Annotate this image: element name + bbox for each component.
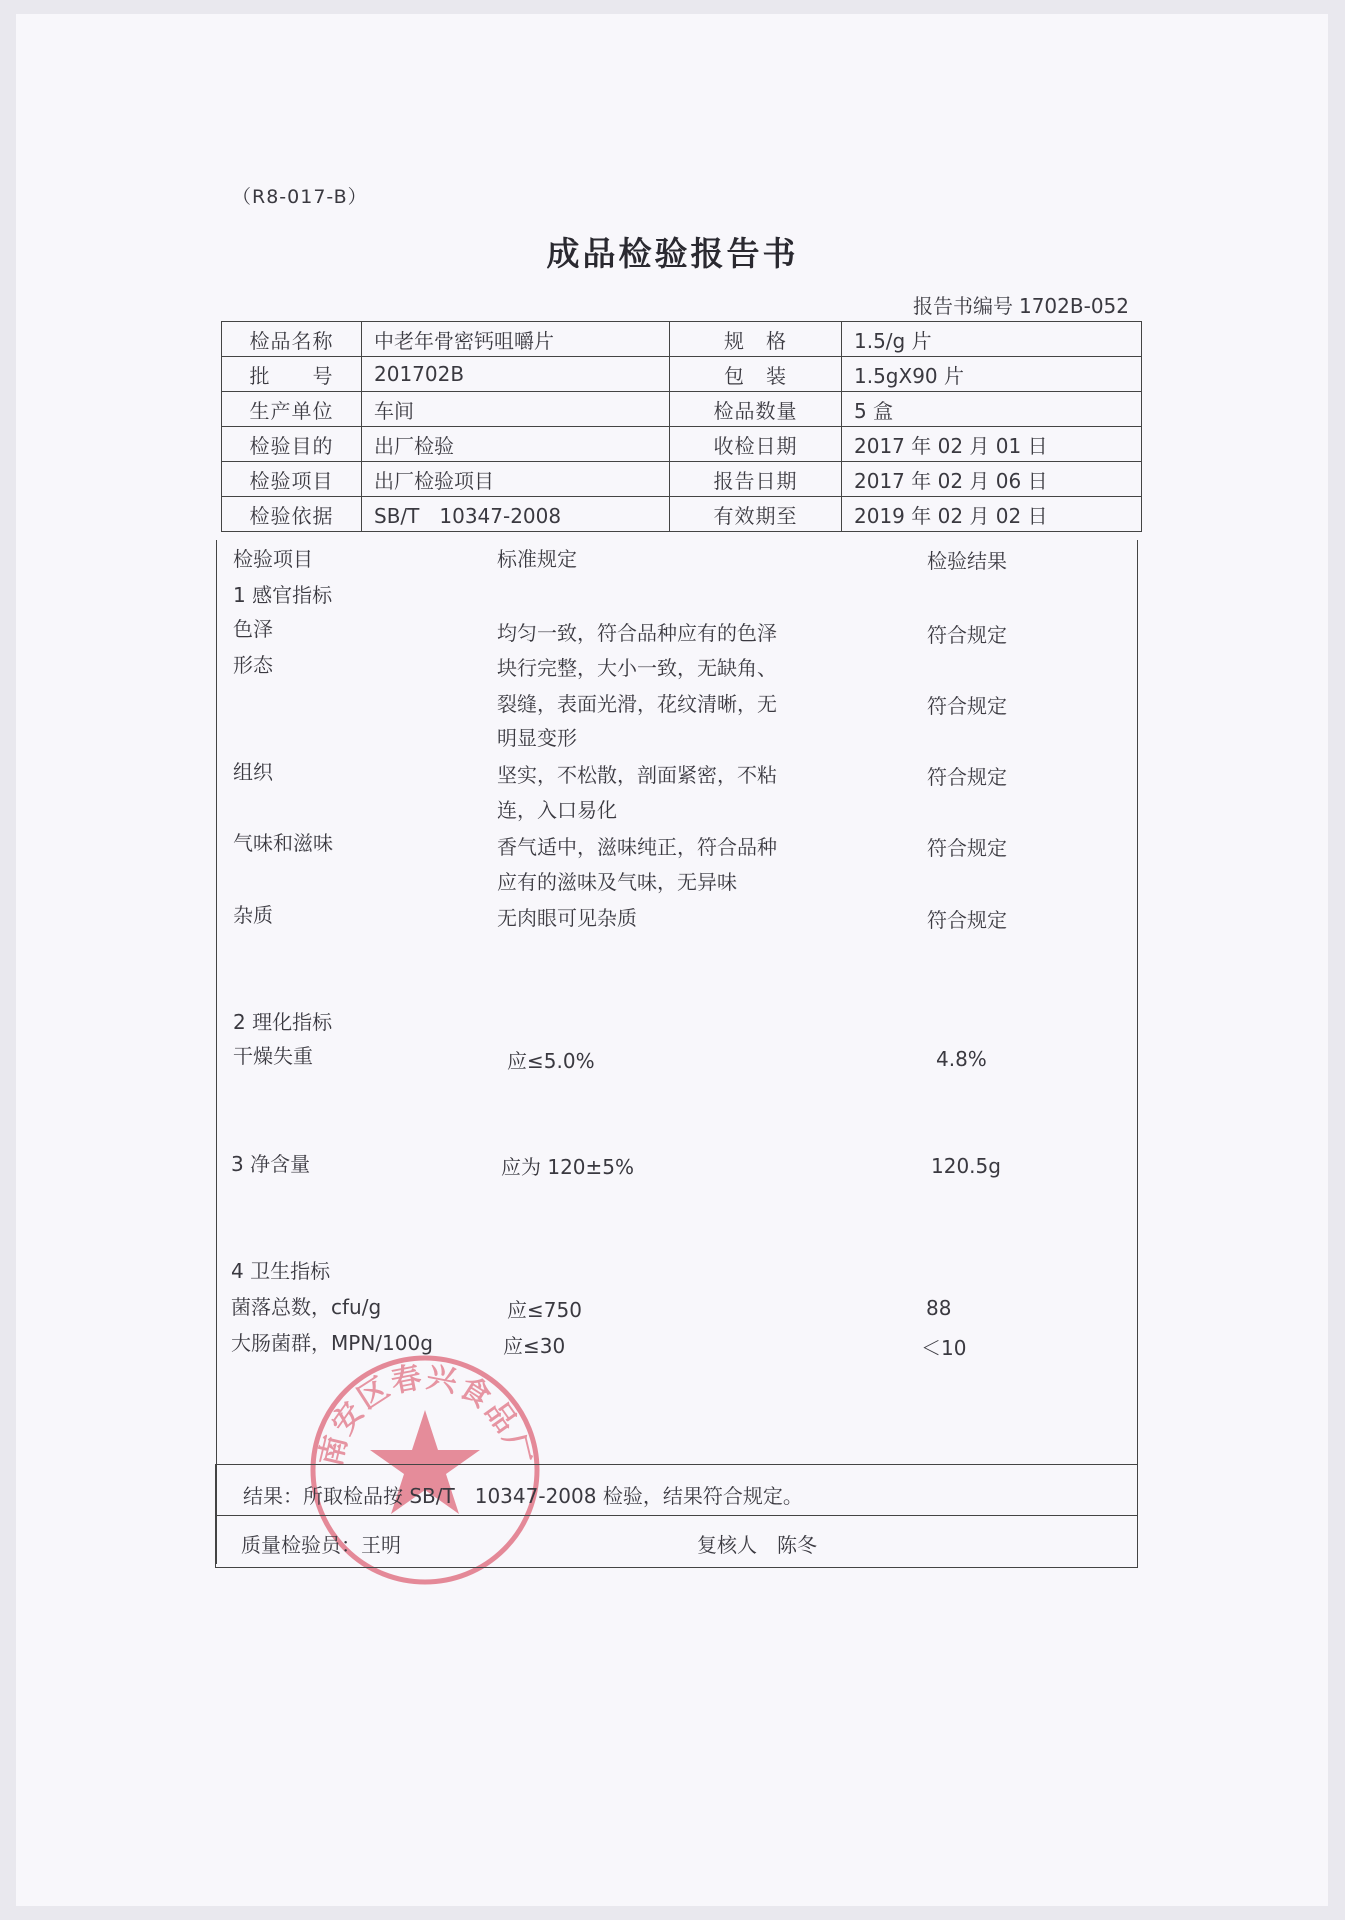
header-row xyxy=(222,322,1142,357)
value-cell: 5 盒 xyxy=(842,392,1142,427)
item-result: 符合规定 xyxy=(927,694,1007,718)
value-cell: 2019 年 02 月 02 日 xyxy=(842,497,1142,532)
item-result: 符合规定 xyxy=(927,908,1007,932)
item-result: 符合规定 xyxy=(927,623,1007,647)
item-name: 大肠菌群，MPN/100g xyxy=(231,1331,433,1355)
value-cell: SB/T 10347-2008 xyxy=(362,497,670,532)
report-number-value: 1702B-052 xyxy=(1018,294,1129,318)
item-standard-line: 香气适中，滋味纯正，符合品种 xyxy=(497,835,777,859)
svg-text:南安区春兴食品厂: 南安区春兴食品厂 xyxy=(313,1359,537,1470)
item-standard: 应≤750 xyxy=(507,1298,582,1322)
item-standard-line: 裂缝，表面光滑，花纹清晰，无 xyxy=(497,692,777,716)
item-name: 杂质 xyxy=(233,903,273,927)
document-title: 成品检验报告书 xyxy=(546,234,799,273)
label-cell: 收检日期 xyxy=(670,427,842,462)
item-name: 干燥失重 xyxy=(233,1044,313,1068)
section-heading: 4 卫生指标 xyxy=(231,1259,331,1283)
label-cell: 包 装 xyxy=(670,357,842,392)
conclusion-text: 结果：所取检品按 SB/T 10347-2008 检验，结果符合规定。 xyxy=(243,1484,803,1508)
value-cell: 1.5gX90 片 xyxy=(842,357,1142,392)
item-result: 符合规定 xyxy=(927,765,1007,789)
item-standard: 无肉眼可见杂质 xyxy=(497,906,637,930)
label-cell: 有效期至 xyxy=(670,497,842,532)
label-cell: 检品名称 xyxy=(222,322,362,357)
signature-row xyxy=(216,1515,1137,1516)
value-cell: 出厂检验项目 xyxy=(362,462,670,497)
label-cell: 检品数量 xyxy=(670,392,842,427)
item-result: 88 xyxy=(926,1296,952,1320)
header-row xyxy=(222,497,1142,532)
label-cell: 检验项目 xyxy=(222,462,362,497)
item-standard-line: 坚实，不松散，剖面紧密，不粘 xyxy=(497,763,777,787)
value-cell: 出厂检验 xyxy=(362,427,670,462)
col-header-standard: 标准规定 xyxy=(497,547,577,571)
header-row xyxy=(222,462,1142,497)
item-standard: 应为 120±5% xyxy=(501,1155,635,1179)
label-cell: 批 号 xyxy=(222,357,362,392)
section-heading: 1 感官指标 xyxy=(233,583,333,607)
item-name: 组织 xyxy=(233,760,273,784)
item-standard: 均匀一致，符合品种应有的色泽 xyxy=(497,621,777,645)
value-cell: 车间 xyxy=(362,392,670,427)
label-cell: 检验目的 xyxy=(222,427,362,462)
item-name: 色泽 xyxy=(233,617,273,641)
reviewer-signature: 复核人 陈冬 xyxy=(697,1533,817,1557)
header-row xyxy=(222,392,1142,427)
item-name: 菌落总数，cfu/g xyxy=(231,1295,382,1319)
report-number-label: 报告书编号 xyxy=(912,294,1013,318)
label-cell: 生产单位 xyxy=(222,392,362,427)
section-heading: 3 净含量 xyxy=(231,1152,311,1176)
header-row xyxy=(222,357,1142,392)
item-result: 符合规定 xyxy=(927,836,1007,860)
value-cell: 2017 年 02 月 01 日 xyxy=(842,427,1142,462)
section-heading: 2 理化指标 xyxy=(233,1010,333,1034)
item-standard: 应≤30 xyxy=(503,1334,566,1358)
item-standard-line: 明显变形 xyxy=(497,726,577,750)
value-cell: 中老年骨密钙咀嚼片 xyxy=(362,322,670,357)
item-result: ＜10 xyxy=(921,1336,967,1360)
value-cell: 201702B xyxy=(362,357,670,392)
value-cell: 1.5/g 片 xyxy=(842,322,1142,357)
form-code: （R8-017-B） xyxy=(232,186,368,208)
report-number xyxy=(907,290,1129,319)
item-result: 120.5g xyxy=(931,1154,1001,1178)
value-cell: 2017 年 02 月 06 日 xyxy=(842,462,1142,497)
item-standard-line: 连，入口易化 xyxy=(497,798,617,822)
item-name: 形态 xyxy=(233,653,273,677)
item-result: 4.8% xyxy=(936,1047,987,1071)
item-name: 气味和滋味 xyxy=(233,831,333,855)
item-standard-line: 块行完整，大小一致，无缺角、 xyxy=(497,656,777,680)
col-header-result: 检验结果 xyxy=(927,549,1007,573)
inspector-signature: 质量检验员：王明 xyxy=(241,1533,401,1557)
label-cell: 检验依据 xyxy=(222,497,362,532)
header-table xyxy=(221,321,1142,532)
header-row xyxy=(222,427,1142,462)
item-standard-line: 应有的滋味及气味，无异味 xyxy=(497,870,737,894)
item-standard: 应≤5.0% xyxy=(507,1049,595,1073)
label-cell: 报告日期 xyxy=(670,462,842,497)
col-header-item: 检验项目 xyxy=(233,547,313,571)
label-cell: 规 格 xyxy=(670,322,842,357)
